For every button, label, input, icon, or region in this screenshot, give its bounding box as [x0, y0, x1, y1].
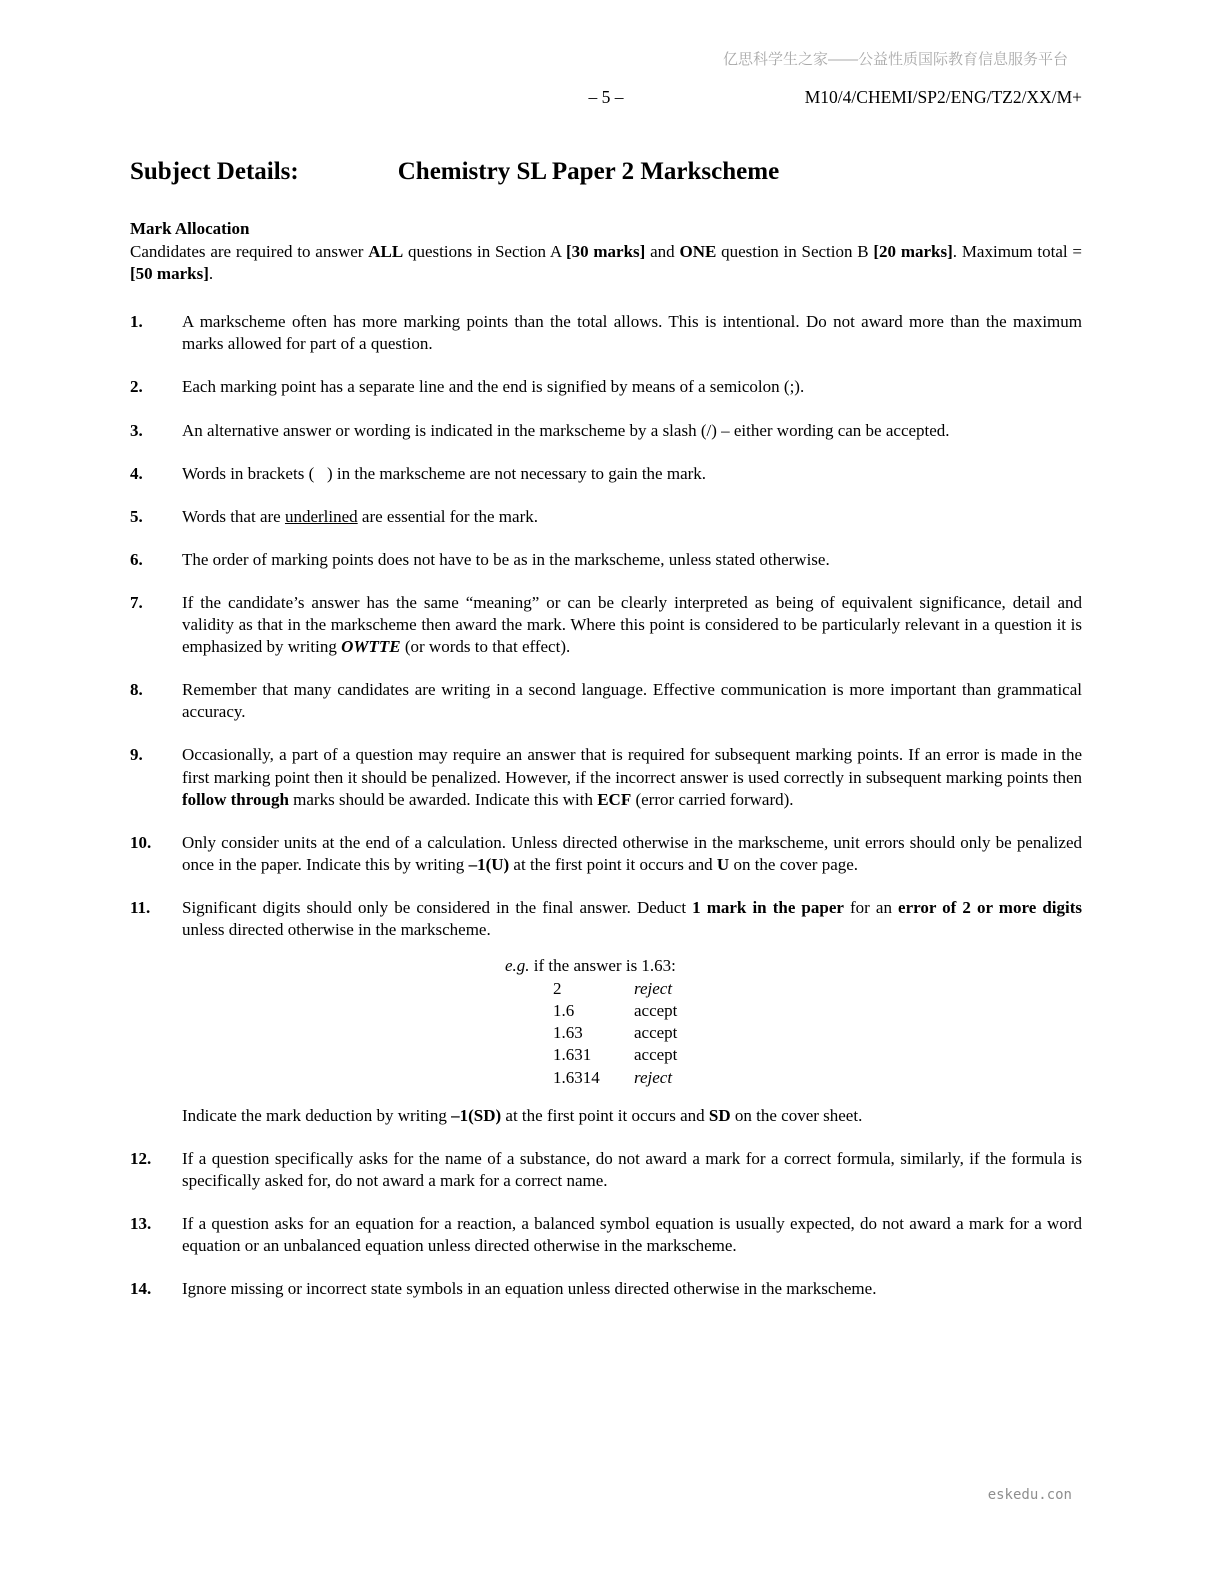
example-verdict: accept	[634, 1001, 678, 1021]
page-number: – 5 –	[588, 86, 624, 107]
item-text	[182, 592, 1082, 658]
text-segment: Ignore missing or incorrect state symbols in an equation unless directed otherwise in the markscheme.	[182, 1279, 877, 1299]
text-segment: Occasionally, a part of a question may require an answer that is required for subsequent marking points. If an error is made in the first marking point then it should be penalized. However, if the incorrect answer is used correctly in subsequent marking points then	[182, 745, 1082, 787]
text-segment: for an	[843, 897, 899, 917]
text-segment: [30 marks]	[565, 242, 646, 262]
text-segment: on the cover page.	[729, 854, 859, 874]
text-segment: Each marking point has a separate line and the end is signified by means of a semicolon (;).	[182, 377, 805, 397]
text-segment: If a question specifically asks for the name of a substance, do not award a mark for a correct formula, similarly, if the formula is specifically asked for, do not award a mark for a correct name.	[182, 1148, 1082, 1190]
item-text	[182, 549, 1082, 571]
text-segment: [50 marks]	[130, 264, 209, 284]
text-segment: and	[645, 242, 680, 262]
text-segment: A markscheme often has more marking points than the total allows. This is intentional. Do not award more than the maximum marks allowed for part of a question.	[182, 312, 1082, 354]
text-segment: .	[208, 264, 214, 284]
item-number: 8.	[130, 680, 143, 700]
text-segment: An alternative answer or wording is indicated in the markscheme by a slash (/) – either wording can be accepted.	[182, 420, 950, 440]
text-segment: follow through	[182, 789, 289, 809]
example-row	[553, 1000, 1082, 1022]
example-verdict: reject	[634, 979, 673, 999]
item-text	[182, 506, 1082, 528]
text-segment: ONE	[679, 242, 717, 262]
list-item-6	[130, 549, 1082, 571]
page-header	[130, 86, 1082, 110]
list-item-10	[130, 832, 1082, 876]
text-segment: Candidates are required to answer	[130, 242, 369, 262]
text-segment: ALL	[368, 242, 404, 262]
list-item-8	[130, 679, 1082, 723]
example-row	[553, 1067, 1082, 1089]
mark-allocation-intro	[130, 241, 1082, 285]
example-row	[553, 1044, 1082, 1066]
text-segment: –1(SD)	[451, 1105, 502, 1125]
text-segment: if the answer is 1.63:	[529, 956, 676, 976]
item-text	[182, 679, 1082, 723]
text-segment: U	[716, 854, 730, 874]
footer-watermark: eskedu.con	[987, 1486, 1072, 1503]
list-item-7	[130, 592, 1082, 658]
item-number: 12.	[130, 1148, 152, 1168]
item-number: 4.	[130, 463, 143, 483]
text-segment: question in Section B	[716, 242, 874, 262]
item-text	[182, 1213, 1082, 1257]
text-segment: underlined	[284, 506, 358, 526]
example-verdict: accept	[634, 1045, 678, 1065]
text-segment: 1 mark in the paper	[692, 897, 844, 917]
item-number: 6.	[130, 549, 143, 569]
item-number: 13.	[130, 1213, 152, 1233]
example-verdict: accept	[634, 1023, 678, 1043]
item-text	[182, 1148, 1082, 1192]
text-segment: [20 marks]	[873, 242, 953, 262]
list-item-11	[130, 897, 1082, 1127]
item-number: 3.	[130, 420, 143, 440]
example-value: 1.63	[553, 1023, 583, 1043]
text-segment: marks should be awarded. Indicate this with	[288, 789, 598, 809]
item-number: 14.	[130, 1279, 152, 1299]
text-segment: on the cover sheet.	[730, 1105, 863, 1125]
text-segment: OWTTE	[341, 637, 401, 657]
example-block	[505, 955, 1082, 1089]
text-segment: Significant digits should only be considered in the final answer. Deduct	[182, 897, 693, 917]
item-number: 9.	[130, 745, 143, 765]
text-segment: at the first point it occurs and	[509, 854, 717, 874]
item-number: 2.	[130, 377, 143, 397]
text-segment: If a question asks for an equation for a reaction, a balanced symbol equation is usually expected, do not award a mark for a word equation or an unbalanced equation unless directed otherwise in the markscheme.	[182, 1213, 1082, 1255]
example-row	[553, 978, 1082, 1000]
item-number: 10.	[130, 832, 152, 852]
watermark-text: 亿思科学生之家——公益性质国际教育信息服务平台	[722, 51, 1068, 68]
text-segment: (or words to that effect).	[400, 637, 571, 657]
list-item-12	[130, 1148, 1082, 1192]
item-number: 5.	[130, 506, 143, 526]
item-text	[182, 376, 1082, 398]
text-segment: Only consider units at the end of a calculation. Unless directed otherwise in the markscheme, unit errors should only be penalized once in the paper. Indicate this by writing	[182, 832, 1082, 874]
text-segment: If the candidate’s answer has the same “meaning” or can be clearly interpreted as being of equivalent significance, detail and validity as that in the markscheme then award the mark. Where this point is considered to be particularly relevant in a question it is emphasized by writing	[182, 592, 1082, 657]
example-value: 1.6	[553, 1001, 575, 1021]
text-segment: at the first point it occurs and	[501, 1105, 709, 1125]
list-item-13	[130, 1213, 1082, 1257]
item-number: 7.	[130, 592, 143, 612]
page-title-text: Chemistry SL Paper 2 Markscheme	[397, 157, 780, 185]
item-text	[182, 832, 1082, 876]
text-segment: unless directed otherwise in the markscheme.	[182, 919, 491, 939]
list-item-4	[130, 463, 1082, 485]
mark-allocation-heading: Mark Allocation	[130, 219, 250, 238]
text-segment: Remember that many candidates are writing in a second language. Effective communication is more important than grammatical accuracy.	[182, 680, 1082, 722]
list-item-9	[130, 744, 1082, 810]
text-segment: (error carried forward).	[631, 789, 794, 809]
text-segment: Words that are	[182, 506, 285, 526]
text-segment: –1(U)	[468, 854, 510, 874]
item-number: 11.	[130, 897, 151, 917]
item-text	[182, 311, 1082, 355]
page-title-label: Subject Details:	[130, 157, 299, 185]
text-segment: e.g.	[505, 956, 530, 976]
example-intro	[505, 955, 1082, 977]
item-note	[182, 1105, 1082, 1127]
text-segment: are essential for the mark.	[357, 506, 538, 526]
item-text	[182, 744, 1082, 810]
list-item-14	[130, 1278, 1082, 1300]
item-text	[182, 1278, 1082, 1300]
example-value: 1.631	[553, 1045, 592, 1065]
text-segment: error of 2 or more digits	[898, 897, 1082, 917]
example-value: 2	[553, 979, 562, 999]
item-text	[182, 463, 1082, 485]
example-value: 1.6314	[553, 1067, 600, 1087]
text-segment: ECF	[597, 789, 632, 809]
text-segment: SD	[708, 1105, 731, 1125]
page-title	[130, 156, 1082, 189]
example-verdict: reject	[634, 1067, 673, 1087]
text-segment: questions in Section A	[403, 242, 566, 262]
list-item-5	[130, 506, 1082, 528]
text-segment: The order of marking points does not have to be as in the markscheme, unless stated otherwise.	[182, 549, 830, 569]
list-item-2	[130, 376, 1082, 398]
item-text	[182, 420, 1082, 442]
text-segment: . Maximum total =	[952, 242, 1083, 262]
list-item-1	[130, 311, 1082, 355]
list-item-3	[130, 420, 1082, 442]
text-segment: Words in brackets ( ) in the markscheme are not necessary to gain the mark.	[182, 463, 707, 483]
example-row	[553, 1022, 1082, 1044]
paper-code: M10/4/CHEMI/SP2/ENG/TZ2/XX/M+	[804, 86, 1082, 107]
numbered-list	[130, 311, 1082, 1300]
text-segment: Indicate the mark deduction by writing	[182, 1105, 452, 1125]
item-number: 1.	[130, 312, 143, 332]
item-text	[182, 897, 1082, 1127]
